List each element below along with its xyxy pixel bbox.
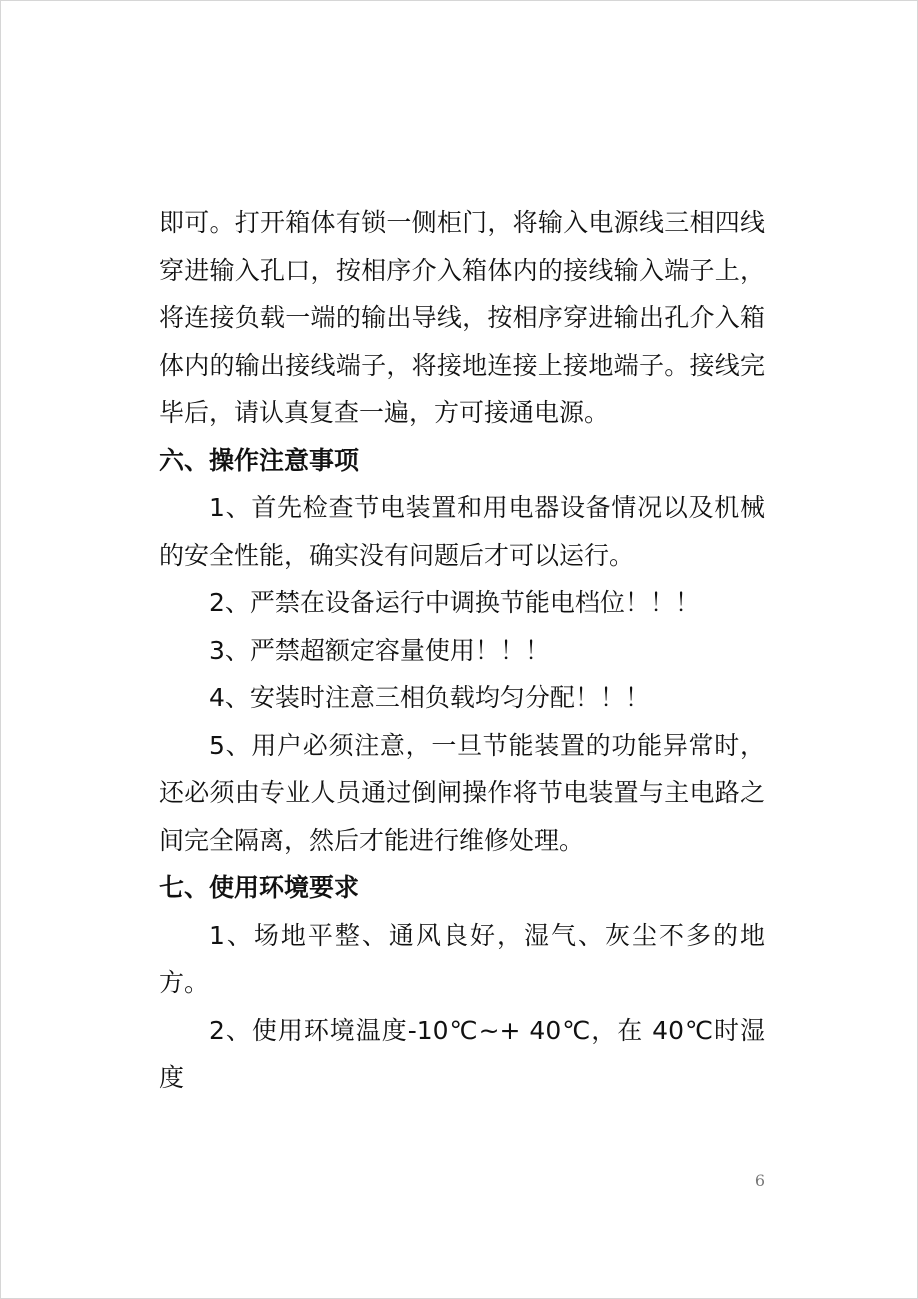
- paragraph-wiring-instructions: 即可。打开箱体有锁一侧柜门，将输入电源线三相四线穿进输入孔口，按相序介入箱体内的接线输入端子上，将连接负载一端的输出导线，按相序穿进输出孔介入箱体内的输出接线端子，将接地连接上接地端子。接线完毕后，请认真复查一遍，方可接通电源。: [159, 208, 765, 427]
- paragraph-env-1: 1、场地平整、通风良好，湿气、灰尘不多的地方。: [159, 920, 765, 997]
- paragraph-note-1: 1、首先检查节电装置和用电器设备情况以及机械的安全性能，确实没有问题后才可以运行。: [159, 493, 765, 570]
- page-number: 6: [754, 1171, 765, 1190]
- paragraph-note-5: 5、用户必须注意，一旦节能装置的功能异常时，还必须由专业人员通过倒闸操作将节电装置与主电路之间完全隔离，然后才能进行维修处理。: [159, 730, 765, 855]
- section-heading-operation-notes: 六、操作注意事项: [159, 445, 360, 475]
- section-heading-environment: 七、使用环境要求: [159, 873, 360, 902]
- paragraph-note-3: 3、严禁超额定容量使用！！！: [209, 635, 550, 665]
- paragraph-env-2: 2、使用环境温度-10℃~+ 40℃，在 40℃时湿度: [159, 1015, 765, 1092]
- page-content: [159, 199, 765, 1102]
- paragraph-note-4: 4、安装时注意三相负载均匀分配！！！: [209, 683, 650, 712]
- paragraph-note-2: 2、严禁在设备运行中调换节能电档位！！！: [209, 588, 700, 617]
